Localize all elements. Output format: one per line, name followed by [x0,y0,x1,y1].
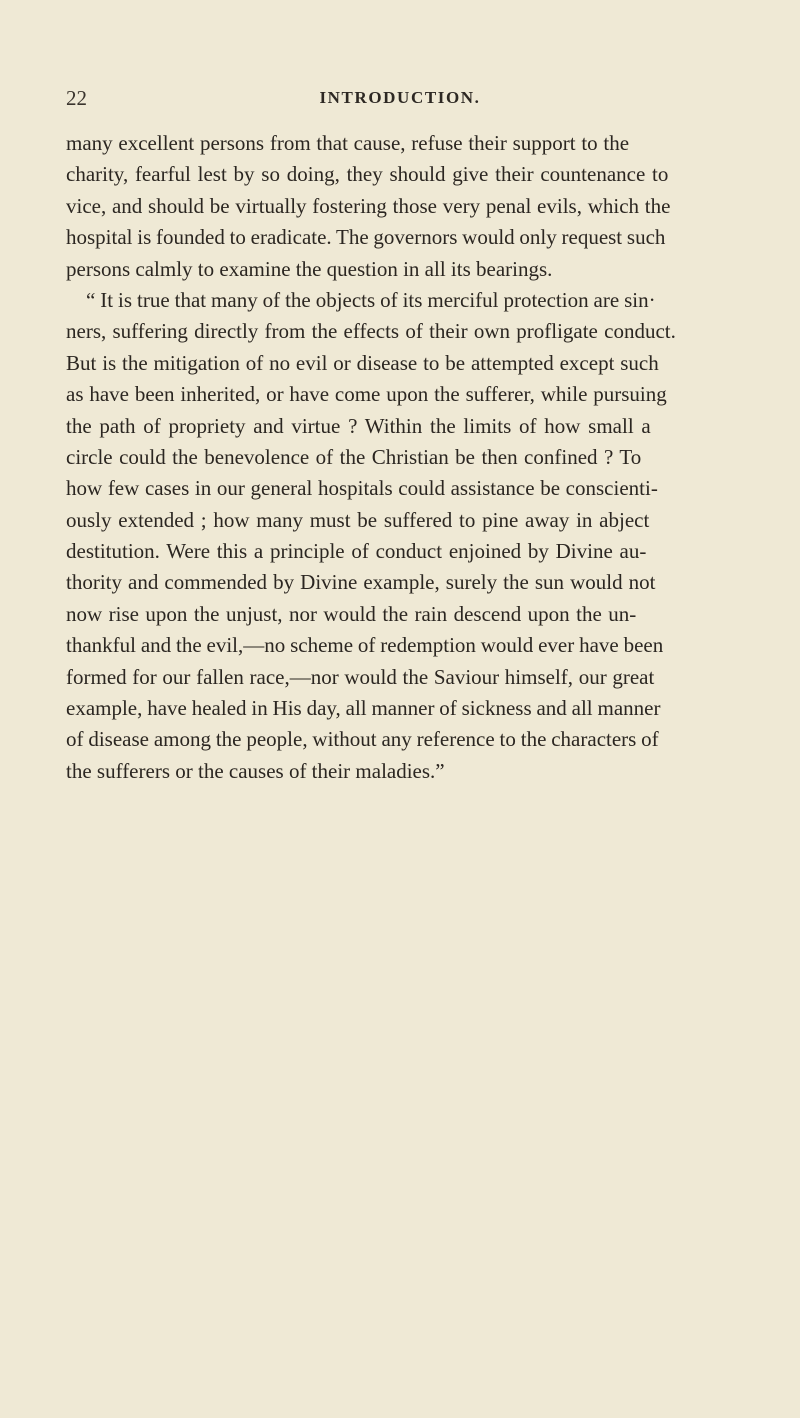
text-line: “ It is true that many of the objects of its merciful protection are sin· [86,287,656,312]
text-line: But is the mitigation of no evil or disease to be attempted except such [66,350,659,375]
text-line: persons calmly to examine the question in all its bearings. [66,256,553,281]
text-line: of disease among the people, without any reference to the characters of [66,727,659,752]
text-line: charity, fearful lest by so doing, they should give their countenance to [66,162,669,187]
text-line: circle could the benevolence of the Christian be then confined ? To [66,444,642,469]
text-line: the path of propriety and virtue ? Within the limits of how small a [66,413,651,438]
text-line: how few cases in our general hospitals could assistance be conscienti- [66,476,658,501]
body-text [66,128,766,787]
text-line: ously extended ; how many must be suffered to pine away in abject [66,507,650,532]
text-line: hospital is founded to eradicate. The governors would only request such [66,225,666,250]
text-line: thority and commended by Divine example, surely the sun would not [66,570,656,595]
text-line: as have been inherited, or have come upon the sufferer, while pursuing [66,382,667,407]
section-title: INTRODUCTION. [319,88,481,107]
running-head [66,86,734,112]
text-line: ners, suffering directly from the effects of their own profligate conduct. [66,319,676,344]
text-line: now rise upon the unjust, nor would the rain descend upon the un- [66,601,637,626]
text-line: many excellent persons from that cause, refuse their support to the [66,131,630,155]
page-number: 22 [66,86,87,110]
text-line: thankful and the evil,—no scheme of redemption would ever have been [66,633,664,658]
text-line: example, have healed in His day, all manner of sickness and all manner [66,696,661,721]
text-line: formed for our fallen race,—nor would the Saviour himself, our great [66,664,655,689]
text-line: vice, and should be virtually fostering those very penal evils, which the [66,193,671,218]
text-line: destitution. Were this a principle of conduct enjoined by Divine au- [66,539,647,564]
text-line: the sufferers or the causes of their maladies.” [66,758,445,783]
